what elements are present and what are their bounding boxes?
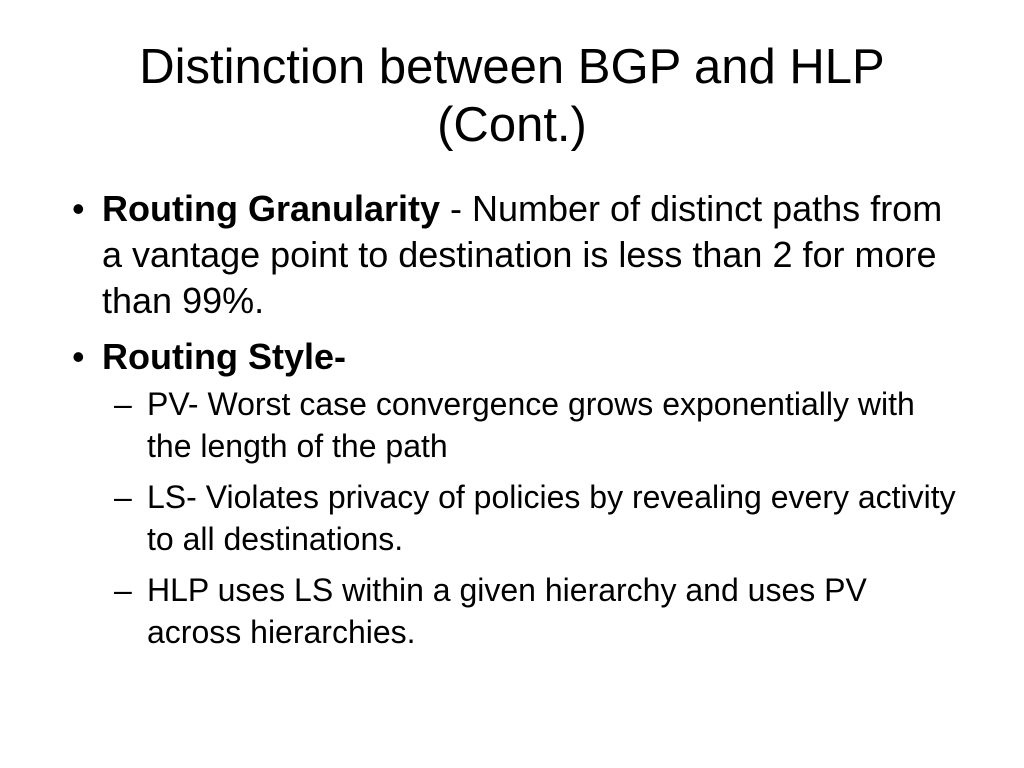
routing-style-sub-list xyxy=(102,383,960,653)
bullet-routing-granularity xyxy=(60,186,960,324)
bullet-text xyxy=(102,334,960,380)
bullet-dot-icon: • xyxy=(72,336,85,377)
bullet-routing-style xyxy=(60,334,960,380)
sub-bullet-text: PV- Worst case convergence grows exponentially with the length of the path xyxy=(147,386,915,464)
sub-bullet-ls xyxy=(102,476,960,560)
bullet-term: Routing Granularity xyxy=(102,188,441,229)
slide-title-line-2: (Cont.) xyxy=(437,98,587,152)
sub-bullet-pv xyxy=(102,383,960,467)
bullet-text xyxy=(102,186,960,324)
sub-bullet-text: LS- Violates privacy of policies by revealing every activity to all destinations. xyxy=(147,479,956,557)
sub-bullet-hlp xyxy=(102,569,960,653)
slide-title xyxy=(60,38,964,154)
sub-bullet-text: HLP uses LS within a given hierarchy and uses PV across hierarchies. xyxy=(147,572,867,650)
bullet-description: - Number of distinct paths from a vantage point to destination is less than 2 for more than 99%. xyxy=(102,188,943,321)
bullet-dot-icon: • xyxy=(72,188,85,229)
bullet-term: Routing Style- xyxy=(102,336,346,377)
dash-icon: – xyxy=(114,386,132,422)
slide-body xyxy=(60,186,960,653)
dash-icon: – xyxy=(114,479,132,515)
slide-title-line-1: Distinction between BGP and HLP xyxy=(139,40,885,94)
dash-icon: – xyxy=(114,572,132,608)
